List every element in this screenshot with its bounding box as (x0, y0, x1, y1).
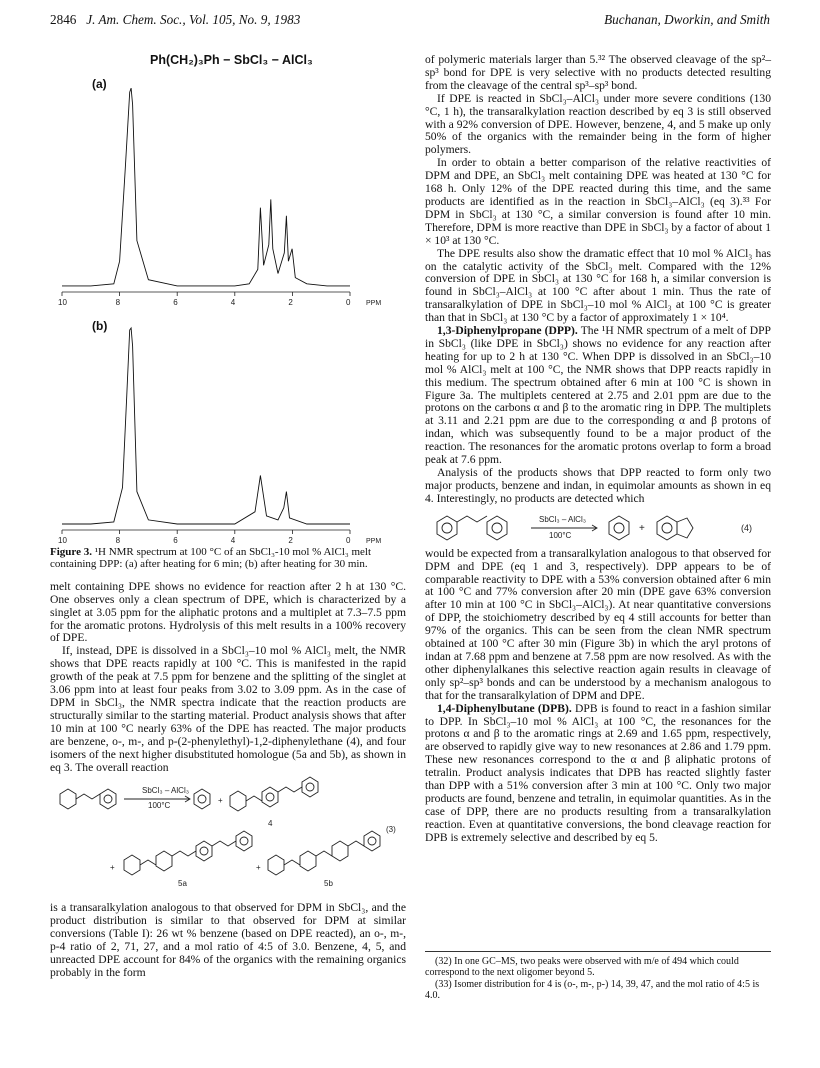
right-column (425, 54, 771, 845)
spectrum-panel-a (58, 88, 381, 307)
equation-4-scheme (425, 506, 771, 548)
x-tick-label: 10 (58, 536, 67, 544)
right-paragraph-5 (425, 325, 771, 467)
footnotes (425, 951, 771, 1001)
x-tick-label: 8 (115, 298, 121, 307)
equation-4 (425, 506, 771, 548)
eq4-reagent: SbCl₃ – AlCl₃ (539, 514, 586, 524)
right-paragraph-7: would be expected from a transaralkylation analogous to that observed for DPM and DPE (eq 1 and 3, respectively). DPP appears to be of comparable reactivity to DPE with a 53% conversion obtained after 6 min at 100 °C and 77% conversion after 20 min (DPE gave 63% conversion after 10 min at 100 °C in SbCl₃–AlCl₃). At near quantitative conversions of DPP, the stoichiometry described by eq 4 still accounts for better than 97% of the organics. This can be seen from the clean NMR spectrum obtained at 100 °C after 30 min (Figure 3b) in which the aryl protons of indan at 7.68 ppm and benzene at 7.58 ppm are now resolved. As with the other diphenylalkanes this selective reaction again results in cleavage of only sp²–sp³ bonds and can be understood by a mechanism analogous to that for the transaralkylation of DPM and DPE. (425, 546, 771, 702)
benzene-ring-icon (100, 789, 116, 809)
right-paragraph-4: The DPE results also show the dramatic effect that 10 mol % AlCl₃ has on the catalytic activity of the SbCl₃ melt. Compared with the 12% conversion of DPE in SbCl₃ at 130 °C for 168 h, a similar conversion is found in SbCl₃–AlCl₃ at 100 °C after about 1 min. Thus the rate of transaralkylation of DPE in SbCl₃–10 mol % AlCl₃ at 100 °C is greater than that in SbCl₃ at 130 °C by a factor of approximately 1 × 10⁴. (425, 246, 771, 325)
x-tick-label: 2 (288, 536, 293, 544)
footnote-32: (32) In one GC–MS, two peaks were observed with m/e of 494 which could correspond to the next oligomer beyond 5. (425, 956, 739, 979)
page-number: 2846 (50, 12, 77, 27)
x-tick-label: 2 (288, 298, 293, 307)
x-tick-label: 10 (58, 298, 67, 307)
eq4-number: (4) (741, 522, 752, 533)
left-column (50, 54, 406, 980)
caption-lead: Figure 3. (50, 546, 92, 558)
left-paragraph-3: is a transaralkylation analogous to that observed for DPM in SbCl₃, and the product distribution is similar to that observed for DPM at similar conversions (Table I): 26 wt % benzene (based on DPE reacted), an o-, m-, p-4 ratio of 2, 71, 27, and a mol ratio of 4:5 of 3.0. Benzene, 4, 5, and unreacted DPE account for 84% of the organics with the remaining organics probably in the form (50, 901, 406, 979)
header-authors: Buchanan, Dworkin, and Smith (604, 12, 770, 27)
right-paragraph-8-text: DPB is found to react in a fashion similar to DPP. In SbCl₃–10 mol % AlCl₃ at 100 °C, the resonances for the protons α and β to the aromatic rings at 2.69 and 1.65 ppm, respectively, are observed to rapidly give way to new resonances at 2.86 and 1.79 ppm. These new resonances correspond to the α and β aliphatic protons of tetralin. Product analysis indicates that DPB has reacted slightly faster than DPP with a 51% conversion after 3 min at 100 °C. Only two major products are found, benzene and tetralin, in equimolar quantities. As in the case of DPP, there are no products resulting from a transaralkylation reaction. Even at quantitative conversions, the bond cleavage reaction for DPB is extremely selective and described by eq 5. (425, 701, 771, 844)
plus-sign: + (639, 522, 645, 534)
caption-text: ¹H NMR spectrum at 100 °C of an SbCl₃-10 mol % AlCl₃ melt containing DPP: (a) after heating for 6 min; (b) after heating for 30 min. (50, 546, 372, 571)
eq3-number: (3) (386, 825, 396, 835)
right-paragraph-5-text: The ¹H NMR spectrum of a melt of DPP in SbCl₃ (like DPE in SbCl₃) shows no evidence for any reaction after heating for up to 2 h at 130 °C. When DPP is dissolved in an SbCl₃–10 mol % AlCl₃ melt at 100 °C, the NMR shows that DPP reacts rapidly in this medium. The spectrum obtained after 6 min at 100 °C is shown in Figure 3a. The multiplets centered at 2.75 and 2.01 ppm are due to the protons on the carbons α and β to the aromatic ring in DPP. The multiplets at 3.11 and 2.21 ppm are due to the corresponding α and β protons of indan, which was subsequently found to be a major product of the reaction. The resonances for the aromatic protons overlap to form a broad peak at 7.6 ppm. (425, 324, 771, 467)
x-tick-label: 0 (346, 536, 351, 544)
plus-sign: + (218, 796, 223, 806)
benzene-ring-icon (609, 516, 629, 540)
compound-label-5a: 5a (178, 879, 187, 889)
right-paragraph-8 (425, 703, 771, 845)
plus-sign: + (110, 863, 115, 873)
eq3-condition: 100°C (148, 801, 171, 811)
equation-3 (50, 774, 406, 902)
x-axis-unit: PPM (366, 300, 382, 307)
right-paragraph-6: Analysis of the products shows that DPP reacted to form only two major products, benzene and indan, in equimolar amounts as shown in eq 4. Interestingly, no products are detected which (425, 466, 771, 505)
figure-title: Ph(CH₂)₃Ph − SbCl₃ − AlCl₃ (150, 53, 313, 67)
compound-label-4: 4 (268, 819, 273, 829)
x-tick-label: 4 (230, 298, 236, 307)
x-tick-label: 6 (173, 536, 178, 544)
x-tick-label: 0 (346, 298, 351, 307)
spectrum-panel-b (58, 328, 381, 544)
plus-sign: + (256, 863, 261, 873)
x-tick-label: 8 (115, 536, 121, 544)
eq4-condition: 100°C (549, 530, 572, 540)
right-paragraph-3: In order to obtain a better comparison of the relative reactivities of DPM and DPE, an SbCl₃ melt containing DPE was heated at 130 °C for 168 h. Only 12% of the DPE reacted during this time, and the same products are identified as in the reaction in SbCl₃–AlCl₃ (eq 3).³³ For DPM in SbCl₃ at 130 °C, a similar conversion is found after 10 min. Therefore, DPM is more reactive than DPE in SbCl₃ by a factor of about 1 × 10³ at 130 °C. (425, 156, 771, 247)
benzene-ring-icon (437, 516, 457, 540)
compound-label-5b: 5b (324, 879, 333, 889)
left-paragraph-1: melt containing DPE shows no evidence for reaction after 2 h at 130 °C. One observes only a clean spectrum of DPE, which is characterized by a singlet at 3.05 ppm for the aliphatic protons and a multiplet at 7.3–7.5 ppm for the aromatic protons. Hydrolysis of this melt results in a 100% recovery of DPE. (50, 579, 406, 645)
spectrum-trace (62, 88, 350, 286)
x-tick-label: 6 (173, 298, 178, 307)
running-header (50, 12, 770, 32)
right-paragraph-1: of polymeric materials larger than 5.³² The observed cleavage of the sp²–sp³ bond for DPE is very selective with no products detected resulting from the cleavage of the central sp³–sp³ bond. (425, 53, 771, 92)
figure-3 (50, 54, 406, 544)
footnote-33: (33) Isomer distribution for 4 is (o-, m-, p-) 14, 39, 47, and the mol ratio of 4:5 is 4.0. (425, 978, 760, 1001)
indan-ring-icon (657, 516, 677, 540)
x-tick-label: 4 (230, 536, 236, 544)
nmr-spectra (50, 54, 406, 544)
benzene-ring-icon (60, 789, 76, 809)
eq3-reagent: SbCl₃ – AlCl₃ (142, 786, 189, 796)
header-left (50, 12, 300, 28)
panel-a-label: (a) (92, 77, 107, 91)
panel-b-label: (b) (92, 319, 108, 333)
section-heading-dpp: 1,3-Diphenylpropane (DPP). (437, 324, 578, 338)
benzene-ring-icon (487, 516, 507, 540)
section-heading-dpb: 1,4-Diphenylbutane (DPB). (437, 701, 572, 715)
spectrum-trace (62, 328, 350, 524)
equation-3-scheme (50, 774, 406, 902)
x-axis-unit: PPM (366, 538, 382, 544)
journal-citation: J. Am. Chem. Soc., Vol. 105, No. 9, 1983 (86, 12, 301, 27)
right-paragraph-2: If DPE is reacted in SbCl₃–AlCl₃ under more severe conditions (130 °C, 1 h), the transaralkylation reaction described by eq 3 is still observed with a 92% conversion of DPE. However, benzene, 4, and 5 make up only 50% of the organics with the remainder being in the form of higher polymers. (425, 91, 771, 157)
left-paragraph-2: If, instead, DPE is dissolved in a SbCl₃–10 mol % AlCl₃ melt, the NMR shows that DPE reacts rapidly at 100 °C. This is manifested in the rapid growth of the peak at 7.5 ppm for benzene and the splitting of the singlet at 3.06 ppm into at least four peaks from 3.02 to 3.09 ppm. As in the case of DPM in SbCl₃, the NMR spectra indicate that the reaction products are structurally similar to the starting material. Product analysis shows that after 10 min at 100 °C nearly 63% of the DPE has reacted. The major products are benzene, o-, m-, and p-(2-phenylethyl)-1,2-diphenylethane (4), and four isomers of the next higher disubstituted homologue (5a and 5b), as shown in eq 3. The overall reaction (50, 644, 406, 774)
benzene-ring-icon (194, 789, 210, 809)
figure-caption (50, 546, 406, 571)
